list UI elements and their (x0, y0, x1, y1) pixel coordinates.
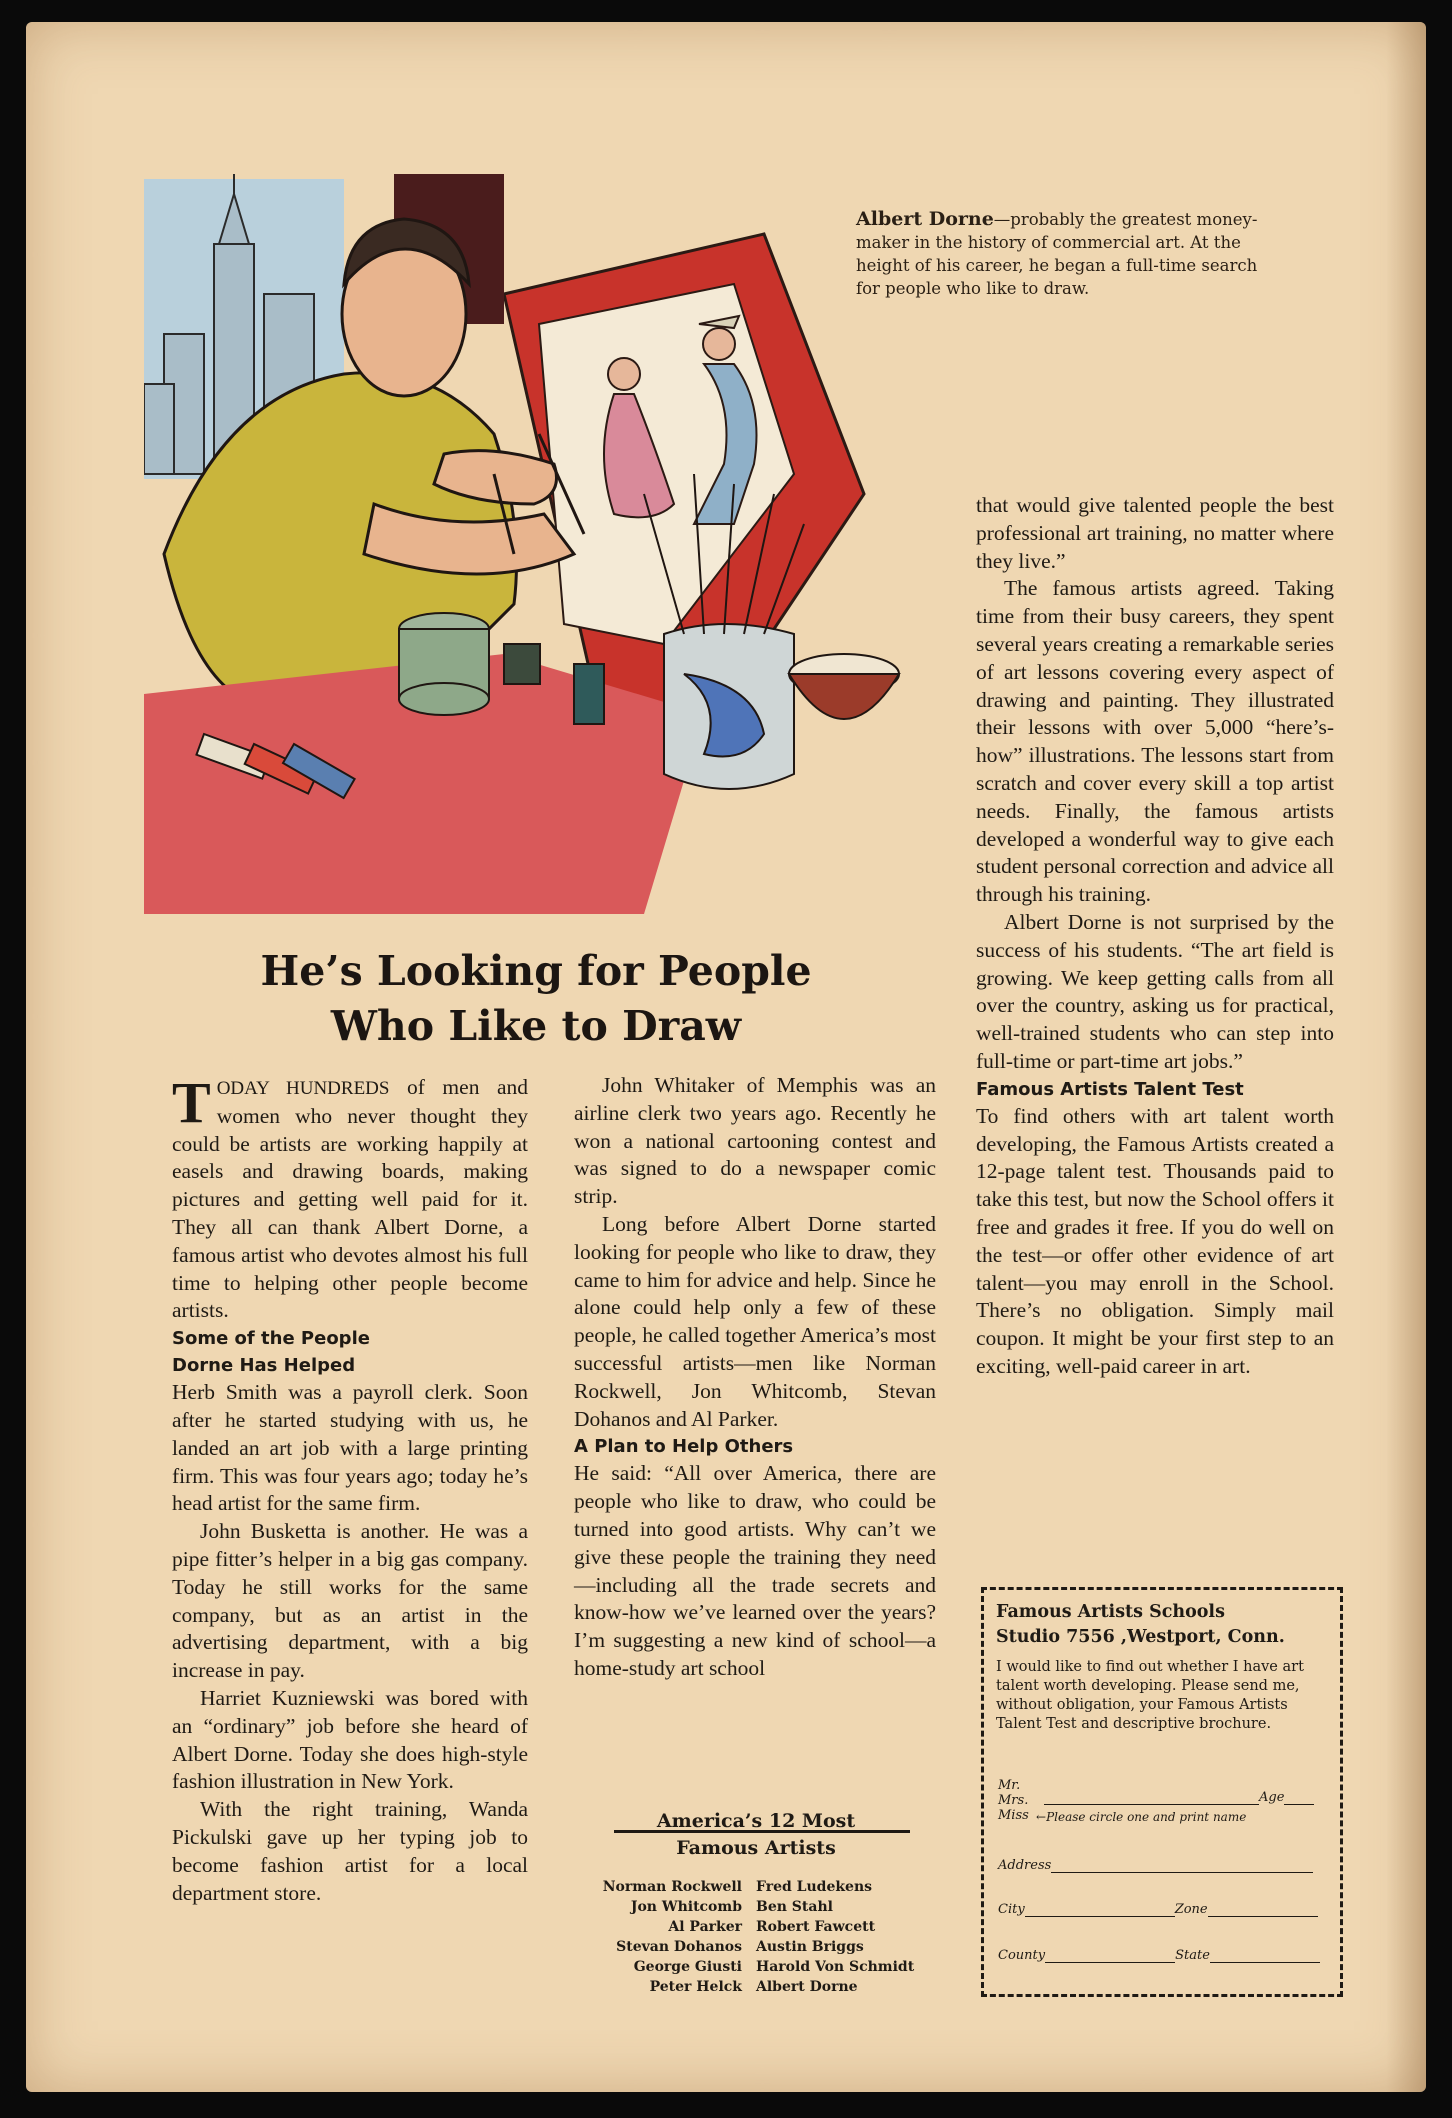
coupon-title (996, 1600, 1340, 1650)
famous-title-line-2: Famous Artists (676, 1837, 836, 1859)
column-3 (976, 492, 1334, 1381)
col1-para-5: With the right training, Wanda Pickulski gave up her typing job to become fashion artist for a local department store. (172, 1797, 528, 1905)
coupon-text: I would like to find out whether I have art talent worth developing. Please send me, without obligation, your Famous Artists Talent Test and descriptive brochure. (996, 1659, 1304, 1732)
famous-title-line-1: America’s 12 Most (656, 1810, 856, 1832)
col3-para-4: To find others with art talent worth developing, the Famous Artists created a 12-page talent test. Thousands paid to take this test, but now the School offers it free and grades it free. If you do well on the test—or offer other evidence of art talent—you may enroll in the School. There’s no obligation. Simply mail coupon. It might be your first step to an exciting, well-paid career in art. (976, 1103, 1334, 1378)
artist-name: Robert Fawcett (756, 1919, 876, 1935)
county-state-field[interactable] (998, 1948, 1320, 1963)
salutation-miss: Miss (998, 1808, 1029, 1823)
headline-line-1: He’s Looking for People (260, 947, 812, 995)
subhead-1a: Some of the People (172, 1328, 370, 1350)
col3-para-1: that would give talented people the best professional art training, no matter where they live.” (976, 493, 1334, 573)
col1-para-2: Herb Smith was a payroll clerk. Soon after he started studying with us, he landed an art job with a large printing firm. This was four years ago; today he’s head artist for the same firm. (172, 1380, 528, 1516)
city-label: City (998, 1902, 1025, 1917)
salutation-mr: Mr. (998, 1778, 1021, 1793)
col2-para-3: He said: “All over America, there are people who like to draw, who could be turned into good artists. Why can’t we give these people the training they need—including all the trade secrets and know-how we’ve learned over the years? I’m suggesting a new kind of school—a home-study art school (574, 1461, 936, 1680)
address-field[interactable] (998, 1858, 1313, 1873)
mail-coupon[interactable] (981, 1587, 1343, 1997)
name-instruction: ←Please circle one and print name (1036, 1810, 1247, 1824)
state-label: State (1175, 1948, 1210, 1963)
subhead-2: A Plan to Help Others (574, 1436, 794, 1458)
artist-name: Fred Ludekens (756, 1879, 873, 1895)
artist-name: Al Parker (668, 1919, 742, 1935)
salutation-field[interactable] (998, 1778, 1029, 1823)
artist-name: George Giusti (633, 1959, 742, 1975)
name-field[interactable] (1044, 1790, 1314, 1805)
headline-line-2: Who Like to Draw (330, 1002, 742, 1050)
artist-name: Norman Rockwell (602, 1879, 742, 1895)
zone-label: Zone (1174, 1902, 1208, 1917)
city-zone-field[interactable] (998, 1902, 1318, 1917)
col3-para-2: The famous artists agreed. Taking time from their busy careers, they spent several years creating a remarkable series of art lessons covering every aspect of drawing and painting. They illustrated their lessons with over 5,000 “here’s-how” illustrations. The lessons start from scratch and cover every skill a top artist needs. Finally, the famous artists developed a wonderful way to give each student personal correction and advice all through his training. (976, 576, 1334, 907)
artist-name: Austin Briggs (756, 1939, 864, 1955)
artist-name: Albert Dorne (756, 1979, 858, 1995)
address-label: Address (998, 1858, 1052, 1873)
artist-name: Ben Stahl (756, 1899, 833, 1915)
coupon-title-line-1: Famous Artists Schools (996, 1602, 1225, 1622)
subhead-1b: Dorne Has Helped (172, 1355, 356, 1377)
col3-para-3: Albert Dorne is not surprised by the success of his students. “The art field is growing. We keep getting calls from all over the country, asking us for practical, well-trained students who can step into full-time or part-time art jobs.” (976, 909, 1334, 1073)
col1-para-4: Harriet Kuzniewski was bored with an “ordinary” job before she heard of Albert Dorne. Today she does high-style fashion illustration in New York. (172, 1685, 528, 1794)
col2-para-1: John Whitaker of Memphis was an airline clerk two years ago. Recently he won a national cartooning contest and was signed to do a newspaper comic strip. (574, 1073, 936, 1209)
comic-back-page (26, 22, 1426, 2092)
salutation-mrs: Mrs. (998, 1793, 1029, 1808)
headline (216, 944, 856, 1054)
col2-para-2: Long before Albert Dorne started looking for people who like to draw, they came to him for advice and help. Since he alone could help only a few of these people, he called together America’s most successful artists—men like Norman Rockwell, Jon Whitcomb, Stevan Dohanos and Al Parker. (574, 1211, 936, 1431)
county-label: County (998, 1948, 1046, 1963)
artist-name: Peter Helck (649, 1979, 742, 1995)
column-1 (172, 1070, 529, 1907)
artist-name: Harold Von Schmidt (756, 1959, 915, 1975)
albert-dorne-illustration (144, 174, 964, 974)
artist-name: Jon Whitcomb (630, 1899, 742, 1915)
lead-smallcaps: ODAY HUNDREDS (216, 1078, 390, 1099)
coupon-title-line-2: Studio 7556 ,Westport, Conn. (996, 1627, 1285, 1647)
famous-artists-list (574, 1877, 954, 1997)
subhead-3: Famous Artists Talent Test (976, 1078, 1244, 1100)
column-2 (574, 1072, 936, 1683)
drop-cap: T (172, 1070, 211, 1135)
artist-caption (856, 208, 1276, 300)
col1-para-1: TODAY HUNDREDS of men and women who never thought they could be artists are working happily at easels and drawing boards, making pictures and getting well paid for it. They all can thank Albert Dorne, a famous artist who devotes almost his full time to helping other people become artists. (172, 1070, 529, 1323)
col1-para-3: John Busketta is another. He was a pipe fitter’s helper in a big gas company. Today he still works for the same company, but as an artist in the advertising department, with a big increase in pay. (172, 1519, 528, 1683)
caption-text: —probably the greatest money-maker in the history of commercial art. At the height of his career, he began a full-time search for people who like to draw. (856, 210, 1258, 298)
artist-name: Stevan Dohanos (616, 1939, 742, 1955)
famous-artists-title (566, 1808, 946, 1862)
age-label: Age (1259, 1790, 1285, 1805)
caption-name: Albert Dorne (856, 208, 994, 230)
